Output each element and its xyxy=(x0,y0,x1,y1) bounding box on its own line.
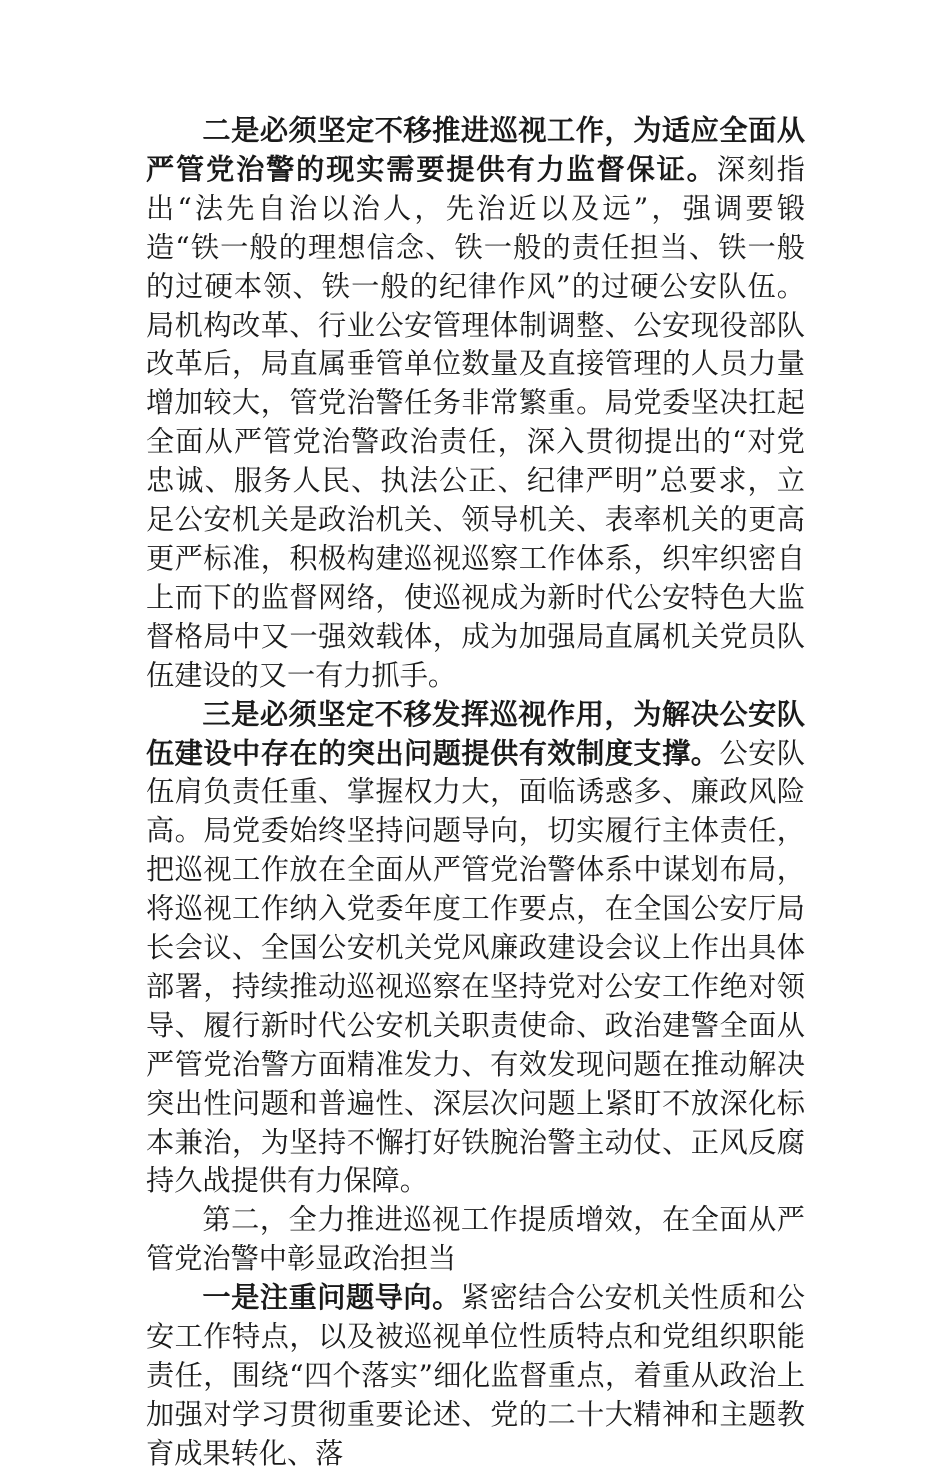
paragraph-3-body: 公安队伍肩负责任重、掌握权力大，面临诱惑多、廉政风险高。局党委始终坚持问题导向，切实履行主体责任，把巡视工作放在全面从严管党治警体系中谋划布局，将巡视工作纳入党委年度工作要点，在全国公安厅局长会议、全国公安机关党风廉政建设会议上作出具体部署，持续推动巡视巡察在坚持党对公安工作绝对领导、履行新时代公安机关职责使命、政治建警全面从严管党治警方面精准发力、有效发现问题在推动解决突出性问题和普遍性、深层次问题上紧盯不放深化标本兼治，为坚持不懈打好铁腕治警主动仗、正风反腐持久战提供有力保障。 xyxy=(146,736,805,1198)
paragraph-3-lead: 三是必须坚定不移发挥巡视作用，为解决公安队伍建设中存在的突出问题提供有效制度支撑。 xyxy=(146,697,805,770)
paragraph-3 xyxy=(146,696,805,1202)
paragraph-2-body: 深刻指出“法先自治以治人，先治近以及远”，强调要锻造“铁一般的理想信念、铁一般的责任担当、铁一般的过硬本领、铁一般的纪律作风”的过硬公安队伍。局机构改革、行业公安管理体制调整、公安现役部队改革后，局直属垂管单位数量及直接管理的人员力量增加较大，管党治警任务非常繁重。局党委坚决扛起全面从严管党治警政治责任，深入贯彻提出的“对党忠诚、服务人民、执法公正、纪律严明”总要求，立足公安机关是政治机关、领导机关、表率机关的更高更严标准，积极构建巡视巡察工作体系，织牢织密自上而下的监督网络，使巡视成为新时代公安特色大监督格局中又一强效载体，成为加强局直属机关党员队伍建设的又一有力抓手。 xyxy=(146,152,805,692)
paragraph-section2-1-body: 紧密结合公安机关性质和公安工作特点，以及被巡视单位性质特点和党组织职能责任，围绕“四个落实”细化监督重点，着重从政治上加强对学习贯彻重要论述、党的二十大精神和主题教育成果转化、落 xyxy=(146,1281,805,1470)
section-heading: 第二，全力推进巡视工作提质增效，在全面从严管党治警中彰显政治担当 xyxy=(146,1203,805,1276)
paragraph-2-lead: 二是必须坚定不移推进巡视工作，为适应全面从严管党治警的现实需要提供有力监督保证。 xyxy=(146,114,805,186)
paragraph-2 xyxy=(146,112,805,696)
paragraph-section2-1 xyxy=(146,1279,805,1474)
document-page xyxy=(146,112,805,1474)
paragraph-section2-1-lead: 一是注重问题导向。 xyxy=(202,1281,461,1315)
